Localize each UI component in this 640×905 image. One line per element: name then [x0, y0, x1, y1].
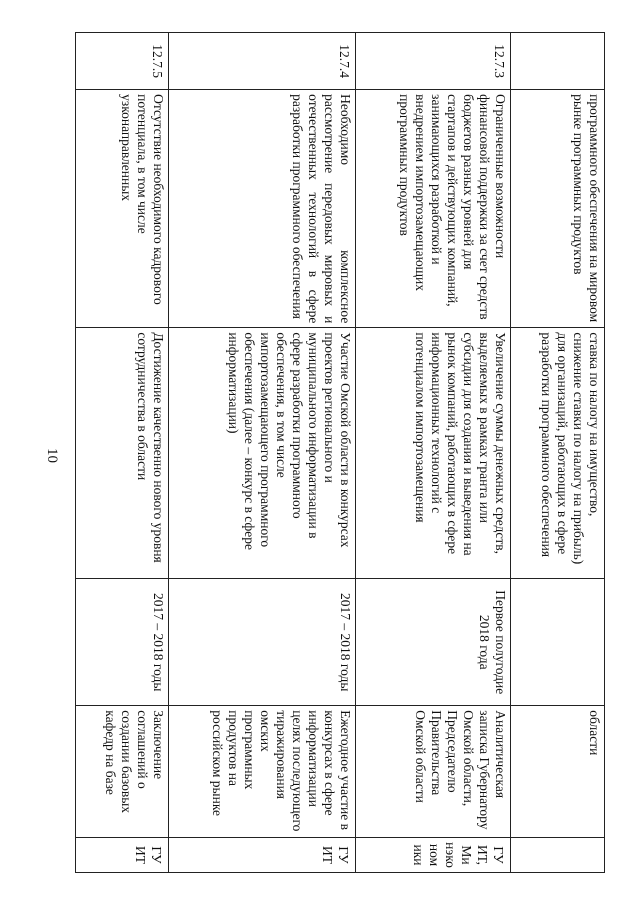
row-number: 12.7.5 [76, 33, 169, 90]
measure-cell: Участие Омской области в конкурсах проектов регионального и муниципального информатизации в сфере разработки программного обеспечения, в том числе импортозамещающего программного обеспечения (далее – конкурс в сфере информатизации) [169, 328, 356, 579]
page-number: 10 [44, 448, 60, 463]
problem-cell: Необходимо комплексное рассмотрение передовых мировых и отечественных технологий в сфере разработки программного обеспечения [169, 90, 356, 328]
executor-cell [511, 838, 605, 873]
result-cell: Заключение соглашений о создании базовых кафедр на базе [76, 706, 169, 838]
measure-cell: Увеличение суммы денежных средств, выделяемых в рамках гранта или субсидии для создания и выведения на рынок компаний, работающих в сфере информационных технологий с потенциалом импортозамещения [356, 328, 511, 579]
period-cell [511, 579, 605, 706]
table-row [76, 33, 169, 873]
problem-cell: Отсутствие необходимого кадрового потенциала, в том числе узконаправленных [76, 90, 169, 328]
result-cell: Ежегодное участие в конкурсах в сфере информатизации целях последующего тиражирования омских программных продуктов на российском рынке [169, 706, 356, 838]
problem-cell: Ограниченные возможности финансовой поддержки за счет средств бюджетов разных уровней для стартапов и действующих компаний, занимающихся разработкой и внедрением импортозамещающих программных продуктов [356, 90, 511, 328]
plan-table-frame [76, 32, 605, 873]
table-row [356, 33, 511, 873]
executor-cell: ГУИТ, Минэкономики [356, 838, 511, 873]
period-cell: Первое полугодие 2018 года [356, 579, 511, 706]
plan-table [75, 32, 605, 873]
measure-cell: ставка по налогу на имущество, снижение ставки по налогу на прибыль) для организаций, работающих в сфере разработки программного обеспечения [511, 328, 605, 579]
executor-cell: ГУИТ [169, 838, 356, 873]
table-row [511, 33, 605, 873]
period-cell: 2017 – 2018 годы [76, 579, 169, 706]
problem-cell: программного обеспечения на мировом рынке программных продуктов [511, 90, 605, 328]
executor-cell: ГУИТ [76, 838, 169, 873]
result-cell: области [511, 706, 605, 838]
row-number [511, 33, 605, 90]
table-row [169, 33, 356, 873]
row-number: 12.7.3 [356, 33, 511, 90]
row-number: 12.7.4 [169, 33, 356, 90]
measure-cell: Достижение качественно нового уровня сотрудничества в области [76, 328, 169, 579]
result-cell: Аналитическая записка Губернатору Омской области, Председателю Правительства Омской области [356, 706, 511, 838]
period-cell: 2017 – 2018 годы [169, 579, 356, 706]
